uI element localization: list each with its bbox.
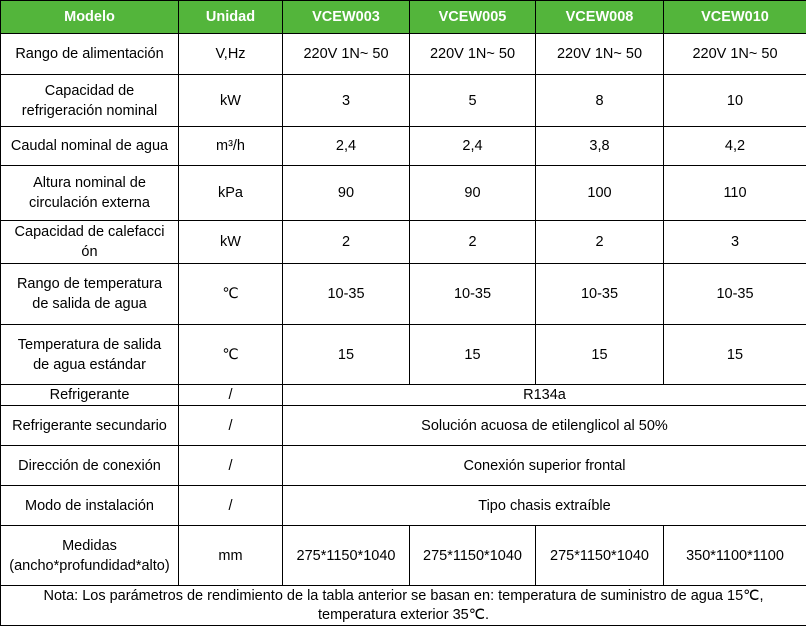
row-label [1, 526, 179, 586]
row-label-line: (ancho*profundidad*alto) [9, 557, 170, 574]
row-value: 220V 1N~ 50 [283, 34, 410, 75]
row-label-line: Dirección de conexión [18, 457, 161, 474]
row-value: 15 [410, 325, 536, 385]
row-label [1, 385, 179, 406]
row-label [1, 221, 179, 264]
row-value: 2 [410, 221, 536, 264]
row-label-line: Modo de instalación [25, 497, 154, 514]
row-label [1, 406, 179, 446]
row-value: 220V 1N~ 50 [536, 34, 664, 75]
row-value: 220V 1N~ 50 [410, 34, 536, 75]
row-value: 100 [536, 166, 664, 221]
row-value: 3,8 [536, 127, 664, 166]
note-row [1, 586, 806, 626]
row-label-line: Refrigerante secundario [12, 417, 167, 434]
table-row [1, 264, 806, 325]
row-label-line: Rango de alimentación [15, 46, 164, 62]
row-unit: mm [179, 526, 283, 586]
row-value: 275*1150*1040 [536, 526, 664, 586]
row-unit: / [179, 446, 283, 486]
row-value: 10-35 [664, 264, 806, 325]
row-label [1, 34, 179, 75]
row-label [1, 486, 179, 526]
table-row [1, 325, 806, 385]
header-row [1, 1, 806, 34]
header-unit: Unidad [179, 1, 283, 34]
row-value: 220V 1N~ 50 [664, 34, 806, 75]
row-value: 4,2 [664, 127, 806, 166]
row-value: 90 [410, 166, 536, 221]
row-label-line: Altura nominal de [33, 175, 146, 191]
row-value: 10-35 [536, 264, 664, 325]
row-unit: ℃ [179, 325, 283, 385]
table-row [1, 127, 806, 166]
row-label-line: de salida de agua [32, 296, 147, 312]
footnote [1, 586, 806, 626]
row-label-line: Medidas [62, 537, 117, 554]
header-model-vcew010: VCEW010 [664, 1, 806, 34]
row-value: 90 [283, 166, 410, 221]
row-value: 110 [664, 166, 806, 221]
table-row [1, 166, 806, 221]
row-value: 3 [283, 75, 410, 127]
row-unit: V,Hz [179, 34, 283, 75]
row-value-merged: Solución acuosa de etilenglicol al 50% [283, 406, 806, 446]
footnote-line: temperatura exterior 35℃. [317, 606, 490, 623]
row-label [1, 446, 179, 486]
row-label-line: Capacidad de [44, 82, 135, 99]
row-value: 15 [283, 325, 410, 385]
row-value: 3 [664, 221, 806, 264]
row-unit: / [179, 486, 283, 526]
table-row [1, 526, 806, 586]
table-row [1, 406, 806, 446]
row-label-line: ón [81, 244, 98, 260]
header-model-vcew008: VCEW008 [536, 1, 664, 34]
row-label [1, 325, 179, 385]
row-unit: kW [179, 221, 283, 264]
row-label [1, 264, 179, 325]
row-value-merged: R134a [283, 385, 806, 406]
row-unit: / [179, 406, 283, 446]
row-label-line: Rango de temperatura [16, 276, 163, 292]
row-value: 8 [536, 75, 664, 127]
row-label-line: circulación externa [29, 195, 150, 211]
table-row [1, 385, 806, 406]
row-value: 10-35 [283, 264, 410, 325]
row-value-merged: Conexión superior frontal [283, 446, 806, 486]
row-label-line: Temperatura de salida [17, 336, 162, 353]
row-value: 2 [283, 221, 410, 264]
header-model: Modelo [1, 1, 179, 34]
table-row [1, 34, 806, 75]
row-value: 350*1100*1100 [664, 526, 806, 586]
row-label [1, 127, 179, 166]
row-label-line: Capacidad de calefacci [14, 224, 165, 240]
row-unit: m³/h [179, 127, 283, 166]
table-row [1, 486, 806, 526]
row-value: 2,4 [410, 127, 536, 166]
row-value: 15 [664, 325, 806, 385]
row-label-line: de agua estándar [33, 356, 146, 373]
row-value: 5 [410, 75, 536, 127]
row-value: 275*1150*1040 [410, 526, 536, 586]
row-label-line: Caudal nominal de agua [10, 138, 169, 154]
row-label [1, 75, 179, 127]
row-label-line: Refrigerante [49, 387, 130, 403]
footnote-line: Nota: Los parámetros de rendimiento de la tabla anterior se basan en: temperatura de suministro de agua 15℃, [43, 587, 764, 604]
header-model-vcew005: VCEW005 [410, 1, 536, 34]
table-row [1, 446, 806, 486]
row-value: 15 [536, 325, 664, 385]
row-unit: kPa [179, 166, 283, 221]
table-row [1, 221, 806, 264]
row-unit: / [179, 385, 283, 406]
row-value: 275*1150*1040 [283, 526, 410, 586]
row-value: 10 [664, 75, 806, 127]
row-unit: ℃ [179, 264, 283, 325]
row-label [1, 166, 179, 221]
row-value: 2 [536, 221, 664, 264]
row-value: 2,4 [283, 127, 410, 166]
header-model-vcew003: VCEW003 [283, 1, 410, 34]
table-row [1, 75, 806, 127]
row-value-merged: Tipo chasis extraíble [283, 486, 806, 526]
row-label-line: refrigeración nominal [21, 102, 158, 119]
row-unit: kW [179, 75, 283, 127]
row-value: 10-35 [410, 264, 536, 325]
